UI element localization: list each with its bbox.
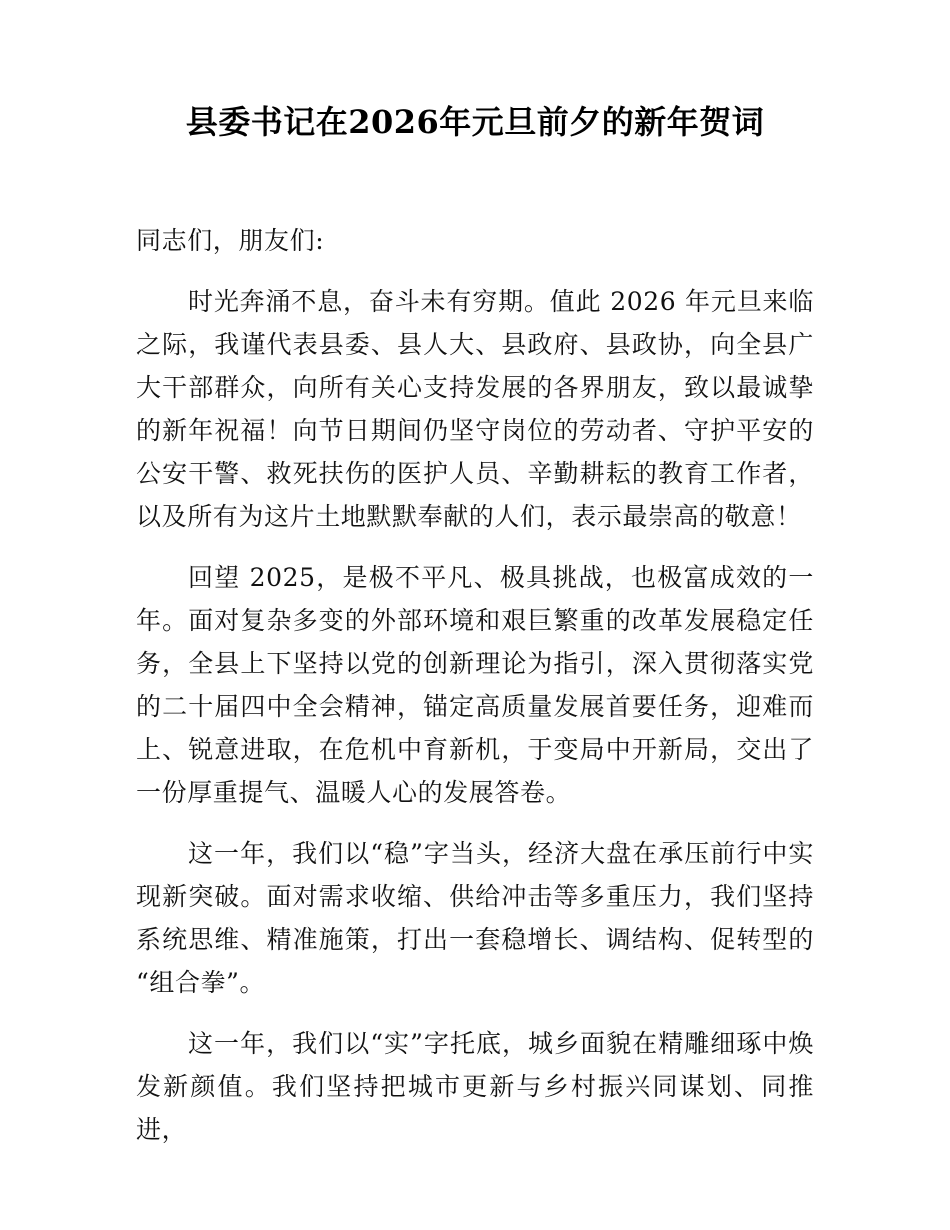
body-paragraph-3: 这一年，我们以“稳”字当头，经济大盘在承压前行中实现新突破。面对需求收缩、供给冲击等多重压力，我们坚持系统思维、精准施策，打出一套稳增长、调结构、促转型的“组合拳”。 — [136, 839, 814, 997]
page-bottom-whitespace — [0, 1080, 950, 1230]
body-paragraph-4: 这一年，我们以“实”字托底，城乡面貌在精雕细琢中焕发新颜值。我们坚持把城市更新与乡村振兴同谋划、同推进， — [136, 1029, 814, 1144]
page-title: 县委书记在2026年元旦前夕的新年贺词 — [185, 103, 765, 141]
body-paragraph-2: 回望 2025，是极不平凡、极具挑战，也极富成效的一年。面对复杂多变的外部环境和艰巨繁重的改革发展稳定任务，全县上下坚持以党的创新理论为指引，深入贯彻落实党的二十届四中全会精神，锚定高质量发展首要任务，迎难而上、锐意进取，在危机中育新机，于变局中开新局，交出了一份厚重提气、温暖人心的发展答卷。 — [136, 563, 814, 807]
document-body — [136, 0, 814, 1151]
body-paragraph-1: 时光奔涌不息，奋斗未有穷期。值此 2026 年元旦来临之际，我谨代表县委、县人大、县政府、县政协，向全县广大干部群众，向所有关心支持发展的各界朋友，致以最诚挚的新年祝福！向节日期间仍坚守岗位的劳动者、守护平安的公安干警、救死扶伤的医护人员、辛勤耕耘的教育工作者，以及所有为这片土地默默奉献的人们，表示最崇高的敬意！ — [136, 287, 814, 531]
salutation-line: 同志们，朋友们: — [136, 226, 325, 255]
